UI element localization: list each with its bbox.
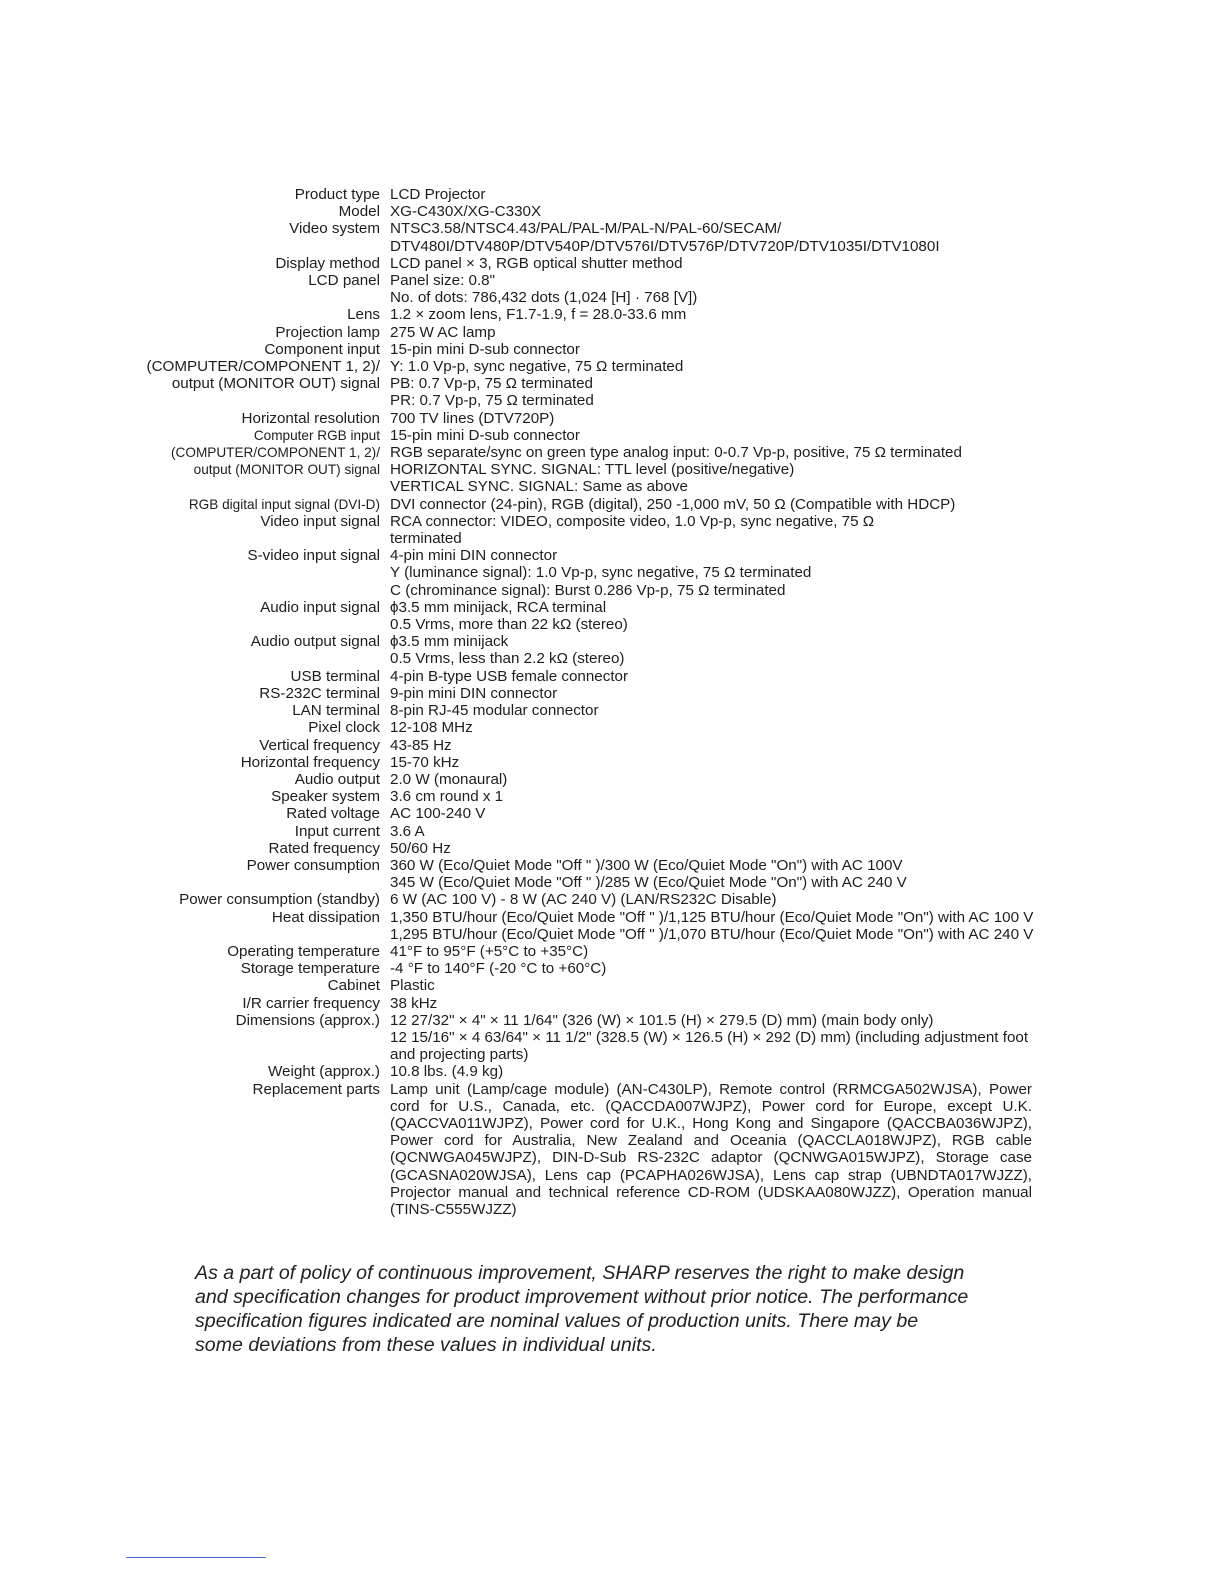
spec-row	[0, 719, 1224, 736]
spec-value-line: XG-C430X/XG-C330X	[390, 203, 542, 221]
spec-value	[390, 943, 1032, 960]
spec-value	[390, 1012, 1032, 1064]
spec-label: Speaker system	[271, 788, 380, 806]
spec-value	[390, 995, 1032, 1012]
spec-row	[0, 960, 1224, 977]
spec-value	[390, 840, 1032, 857]
spec-label: Component input (COMPUTER/COMPONENT 1, 2)/ output (MONITOR OUT) signal	[146, 340, 380, 393]
spec-row	[0, 668, 1224, 685]
spec-row	[0, 513, 1224, 547]
spec-value	[390, 805, 1032, 822]
spec-value	[390, 427, 1032, 496]
spec-label: S-video input signal	[247, 547, 380, 565]
spec-value-line: C (chrominance signal): Burst 0.286 Vp-p, 75 Ω terminated	[390, 581, 786, 599]
spec-label: I/R carrier frequency	[242, 994, 380, 1012]
spec-value-line: 2.0 W (monaural)	[390, 770, 508, 788]
spec-row	[0, 1063, 1224, 1080]
spec-label: Dimensions (approx.)	[235, 1011, 380, 1029]
spec-value-line: Y: 1.0 Vp-p, sync negative, 75 Ω terminated	[390, 358, 684, 376]
spec-row	[0, 943, 1224, 960]
spec-label: LAN terminal	[292, 702, 380, 720]
spec-value-line: 4-pin mini DIN connector	[390, 547, 558, 565]
specifications-table	[0, 186, 1224, 1218]
spec-value	[390, 823, 1032, 840]
spec-value-line: -4 °F to 140°F (-20 °C to +60°C)	[390, 960, 607, 978]
spec-value-line: 700 TV lines (DTV720P)	[390, 409, 555, 427]
spec-label: Power consumption	[246, 856, 380, 874]
spec-label: Rated frequency	[268, 839, 380, 857]
spec-value	[390, 255, 1032, 272]
spec-label: Heat dissipation	[271, 908, 380, 926]
spec-value-line: PB: 0.7 Vp-p, 75 Ω terminated	[390, 375, 593, 393]
spec-label: Operating temperature	[227, 942, 380, 960]
spec-label: Horizontal resolution	[241, 409, 380, 427]
spec-row	[0, 857, 1224, 891]
spec-value-line: Y (luminance signal): 1.0 Vp-p, sync negative, 75 Ω terminated	[390, 564, 812, 582]
spec-value	[390, 702, 1032, 719]
notice-line: and specification changes for product improvement without prior notice. The performance	[195, 1286, 969, 1308]
spec-label: Audio input signal	[260, 598, 380, 616]
spec-value	[390, 737, 1032, 754]
spec-value-line: AC 100-240 V	[390, 805, 486, 823]
spec-row	[0, 702, 1224, 719]
spec-label: Display method	[275, 254, 380, 272]
spec-row	[0, 341, 1224, 410]
spec-value-line: ϕ3.5 mm minijack, RCA terminal	[390, 598, 607, 616]
spec-row	[0, 272, 1224, 306]
spec-value-line: RCA connector: VIDEO, composite video, 1.0 Vp-p, sync negative, 75 Ω	[390, 512, 875, 530]
spec-value-line: 9-pin mini DIN connector	[390, 684, 558, 702]
spec-value-line: VERTICAL SYNC. SIGNAL: Same as above	[390, 478, 688, 496]
spec-value	[390, 719, 1032, 736]
spec-row	[0, 685, 1224, 702]
spec-value	[390, 857, 1032, 891]
spec-label: Projection lamp	[275, 323, 380, 341]
spec-value-line: No. of dots: 786,432 dots (1,024 [H] · 768 [V])	[390, 289, 698, 307]
spec-value-line: Lamp unit (Lamp/cage module) (AN-C430LP), Remote control (RRMCGA502WJSA), Power cord for U.S., Canada, etc. (QACCDA007WJPZ), Power cord for Europe, except U.K. (QACCVA011WJPZ), Power cord for U.K., Hong Kong and Singapore (QACCBA036WJPZ), Power cord for Australia, New Zealand and Oceania (QACCLA018WJPZ), RGB cable (QCNWGA045WJPZ), DIN-D-Sub RS-232C adaptor (QCNWGA015WJPZ), Storage case (GCASNA020WJSA), Lens cap (PCAPHA026WJSA), Lens cap strap (UBNDTA017WJZZ), Projector manual and technical reference CD-ROM (UDSKAA080WJZZ), Operation manual (TINS-C555WJZZ)	[390, 1080, 1032, 1218]
spec-value	[390, 909, 1032, 943]
spec-value	[390, 668, 1032, 685]
spec-value-line: 275 W AC lamp	[390, 323, 496, 341]
spec-value-line: 4-pin B-type USB female connector	[390, 667, 629, 685]
spec-value-line: 3.6 A	[390, 822, 425, 840]
spec-value-line: PR: 0.7 Vp-p, 75 Ω terminated	[390, 392, 594, 410]
spec-row	[0, 547, 1224, 599]
spec-value	[390, 203, 1032, 220]
spec-row	[0, 324, 1224, 341]
spec-value	[390, 306, 1032, 323]
spec-value	[390, 547, 1032, 599]
spec-label: Product type	[294, 186, 380, 203]
spec-row	[0, 737, 1224, 754]
spec-label: Horizontal frequency	[240, 753, 380, 771]
spec-value-line: 41°F to 95°F (+5°C to +35°C)	[390, 942, 589, 960]
spec-value	[390, 1063, 1032, 1080]
spec-label: Vertical frequency	[259, 736, 380, 754]
spec-value	[390, 633, 1032, 667]
spec-value	[390, 599, 1032, 633]
spec-value-line: 1,295 BTU/hour (Eco/Quiet Mode "Off " )/1,070 BTU/hour (Eco/Quiet Mode "On") with AC 240 V	[390, 925, 1034, 943]
spec-value-line: 15-70 kHz	[390, 753, 460, 771]
spec-value-line: 0.5 Vrms, less than 2.2 kΩ (stereo)	[390, 650, 625, 668]
spec-value	[390, 410, 1032, 427]
spec-value	[390, 788, 1032, 805]
spec-value-line: LCD panel × 3, RGB optical shutter method	[390, 254, 683, 272]
spec-value-line: NTSC3.58/NTSC4.43/PAL/PAL-M/PAL-N/PAL-60/SECAM/	[390, 220, 782, 238]
spec-label: Video input signal	[260, 512, 380, 530]
spec-value	[390, 513, 1032, 547]
spec-row	[0, 496, 1224, 513]
spec-value-line: terminated	[390, 530, 462, 548]
spec-value-line: 12 15/16" × 4 63/64" × 11 1/2" (328.5 (W) × 126.5 (H) × 292 (D) mm) (including adjustment foot	[390, 1028, 1029, 1046]
policy-notice	[195, 1261, 1025, 1357]
spec-label: Cabinet	[327, 977, 380, 995]
spec-value	[390, 496, 1032, 513]
spec-value-line: RGB separate/sync on green type analog input: 0-0.7 Vp-p, positive, 75 Ω terminated	[390, 444, 962, 462]
spec-value-line: DTV480I/DTV480P/DTV540P/DTV576I/DTV576P/DTV720P/DTV1035I/DTV1080I	[390, 237, 940, 255]
spec-label: Storage temperature	[240, 960, 380, 978]
spec-row	[0, 186, 1224, 203]
spec-value-line: Panel size: 0.8"	[390, 272, 496, 290]
footnote-divider	[126, 1557, 266, 1558]
spec-value	[390, 186, 1032, 203]
spec-label: Weight (approx.)	[268, 1063, 380, 1081]
spec-value-line: DVI connector (24-pin), RGB (digital), 250 -1,000 mV, 50 Ω (Compatible with HDCP)	[390, 495, 956, 513]
spec-value-line: 15-pin mini D-sub connector	[390, 426, 580, 444]
spec-row	[0, 840, 1224, 857]
spec-row	[0, 1081, 1224, 1219]
spec-value-line: and projecting parts)	[390, 1046, 529, 1064]
spec-row	[0, 410, 1224, 427]
spec-value-line: 50/60 Hz	[390, 839, 451, 857]
spec-label: Power consumption (standby)	[179, 891, 380, 909]
spec-row	[0, 977, 1224, 994]
spec-value-line: 6 W (AC 100 V) - 8 W (AC 240 V) (LAN/RS232C Disable)	[390, 891, 777, 909]
spec-value-line: Plastic	[390, 977, 435, 995]
spec-value-line: 1,350 BTU/hour (Eco/Quiet Mode "Off " )/1,125 BTU/hour (Eco/Quiet Mode "On") with AC 100 V	[390, 908, 1034, 926]
spec-value-line: 345 W (Eco/Quiet Mode "Off " )/285 W (Eco/Quiet Mode "On") with AC 240 V	[390, 874, 907, 892]
spec-value	[390, 771, 1032, 788]
spec-row	[0, 823, 1224, 840]
spec-value	[390, 977, 1032, 994]
spec-label: Input current	[294, 822, 380, 840]
spec-row	[0, 754, 1224, 771]
spec-row	[0, 220, 1224, 254]
spec-value-line: 12 27/32" × 4" × 11 1/64" (326 (W) × 101.5 (H) × 279.5 (D) mm) (main body only)	[390, 1011, 934, 1029]
spec-row	[0, 805, 1224, 822]
spec-value-line: ϕ3.5 mm minijack	[390, 633, 509, 651]
spec-row	[0, 995, 1224, 1012]
spec-label: Audio output signal	[250, 633, 380, 651]
spec-value-line: 360 W (Eco/Quiet Mode "Off " )/300 W (Eco/Quiet Mode "On") with AC 100V	[390, 856, 903, 874]
spec-label: RGB digital input signal (DVI-D)	[188, 496, 380, 512]
spec-label: Video system	[289, 220, 380, 238]
spec-row	[0, 427, 1224, 496]
spec-row	[0, 891, 1224, 908]
spec-row	[0, 1012, 1224, 1064]
spec-label: RS-232C terminal	[259, 684, 380, 702]
notice-line: As a part of policy of continuous improvement, SHARP reserves the right to make design	[195, 1262, 965, 1284]
spec-label: Model	[338, 203, 380, 221]
spec-value-line: LCD Projector	[390, 186, 486, 203]
spec-value-line: HORIZONTAL SYNC. SIGNAL: TTL level (positive/negative)	[390, 461, 795, 479]
spec-label: LCD panel	[308, 272, 380, 290]
spec-value-line: 0.5 Vrms, more than 22 kΩ (stereo)	[390, 616, 628, 634]
spec-value	[390, 960, 1032, 977]
spec-value-line: 15-pin mini D-sub connector	[390, 340, 580, 358]
spec-row	[0, 203, 1224, 220]
spec-value	[390, 754, 1032, 771]
spec-label: Replacement parts	[252, 1080, 380, 1098]
spec-value-line: 3.6 cm round x 1	[390, 788, 504, 806]
spec-value	[390, 685, 1032, 702]
spec-row	[0, 788, 1224, 805]
spec-value-line: 10.8 lbs. (4.9 kg)	[390, 1063, 504, 1081]
spec-value	[390, 891, 1032, 908]
spec-row	[0, 771, 1224, 788]
spec-row	[0, 909, 1224, 943]
spec-label: Rated voltage	[286, 805, 380, 823]
notice-line: some deviations from these values in individual units.	[195, 1334, 657, 1356]
spec-row	[0, 306, 1224, 323]
spec-value	[390, 220, 1032, 254]
spec-value	[390, 272, 1032, 306]
spec-label: USB terminal	[290, 667, 380, 685]
spec-value-line: 38 kHz	[390, 994, 438, 1012]
spec-label: Pixel clock	[308, 719, 380, 737]
spec-value	[390, 1081, 1032, 1219]
spec-value-line: 43-85 Hz	[390, 736, 452, 754]
spec-value	[390, 341, 1032, 410]
spec-row	[0, 599, 1224, 633]
spec-label: Lens	[347, 306, 380, 324]
spec-value-line: 1.2 × zoom lens, F1.7-1.9, f = 28.0-33.6 mm	[390, 306, 687, 324]
spec-label: Audio output	[294, 770, 380, 788]
spec-row	[0, 255, 1224, 272]
notice-line: specification figures indicated are nominal values of production units. There may be	[195, 1310, 919, 1332]
spec-row	[0, 633, 1224, 667]
spec-value-line: 8-pin RJ-45 modular connector	[390, 702, 599, 720]
spec-label: Computer RGB input (COMPUTER/COMPONENT 1, 2)/ output (MONITOR OUT) signal	[171, 427, 380, 478]
spec-value-line: 12-108 MHz	[390, 719, 473, 737]
spec-value	[390, 324, 1032, 341]
